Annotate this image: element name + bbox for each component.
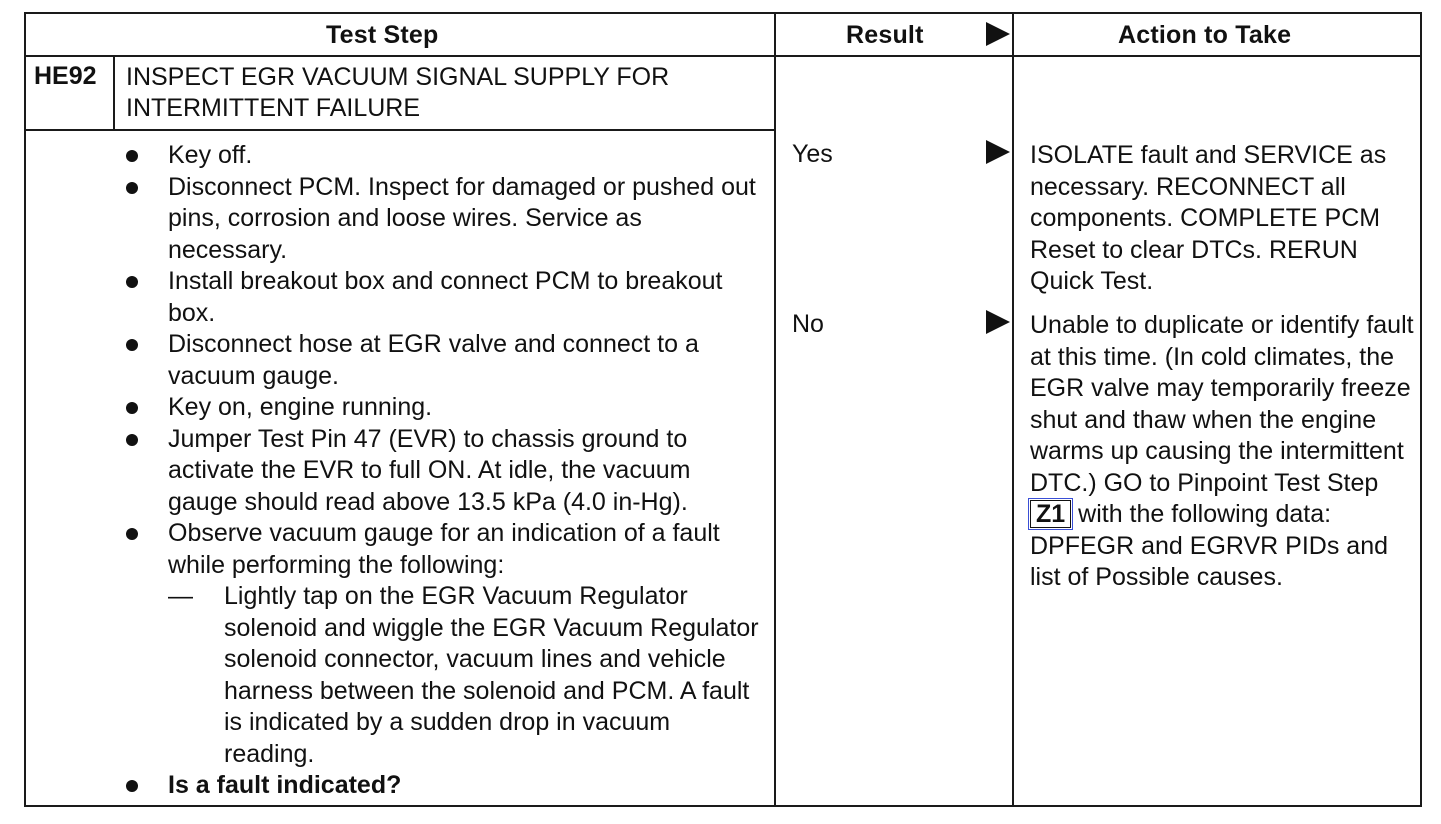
result-yes: Yes	[792, 140, 833, 168]
result-no: No	[792, 310, 824, 338]
table-border-left	[24, 12, 26, 807]
procedure-item: Install breakout box and connect PCM to breakout box.	[126, 266, 766, 329]
question-item: Is a fault indicated?	[126, 770, 766, 802]
action-no	[1030, 310, 1422, 594]
step-id: HE92	[34, 62, 97, 90]
procedure-item-text: Observe vacuum gauge for an indication of a fault while performing the following:	[168, 519, 720, 579]
procedure-item: Disconnect PCM. Inspect for damaged or pushed out pins, corrosion and loose wires. Service as necessary.	[126, 172, 766, 267]
procedure-list	[126, 140, 766, 802]
procedure-item: Key on, engine running.	[126, 392, 766, 424]
action-no-text: Unable to duplicate or identify fault at this time. (In cold climates, the EGR valve may temporarily freeze shut and thaw when the engine warms up causing the intermittent DTC.) GO to Pinpoint Test Step	[1030, 311, 1414, 497]
table-border-bottom	[24, 805, 1422, 807]
header-arrow-icon	[986, 22, 1010, 46]
step-title: INSPECT EGR VACUUM SIGNAL SUPPLY FOR INTERMITTENT FAILURE	[126, 63, 670, 122]
step-id-divider	[113, 55, 115, 130]
sub-procedure-item: — Lightly tap on the EGR Vacuum Regulator solenoid and wiggle the EGR Vacuum Regulator solenoid connector, vacuum lines and vehicle harness between the solenoid and PCM. A fault is indicated by a sudden drop in vacuum reading.	[168, 581, 766, 770]
column-divider-result	[774, 12, 776, 807]
pinpoint-step-link[interactable]: Z1	[1030, 500, 1071, 528]
header-action: Action to Take	[1118, 20, 1292, 49]
procedure-item: Disconnect hose at EGR valve and connect to a vacuum gauge.	[126, 329, 766, 392]
step-title-divider	[24, 129, 776, 131]
header-result: Result	[846, 20, 924, 49]
header-test-step: Test Step	[326, 20, 439, 49]
procedure-item: Jumper Test Pin 47 (EVR) to chassis ground to activate the EVR to full ON. At idle, the vacuum gauge should read above 13.5 kPa (4.0 in-Hg).	[126, 424, 766, 519]
result-no-arrow-icon	[986, 310, 1010, 334]
procedure-item: Key off.	[126, 140, 766, 172]
action-no-text-cont: with the following data: DPFEGR and EGRVR PIDs and list of Possible causes.	[1030, 500, 1389, 591]
action-yes: ISOLATE fault and SERVICE as necessary. RECONNECT all components. COMPLETE PCM Reset to clear DTCs. RERUN Quick Test.	[1030, 141, 1387, 295]
result-yes-arrow-icon	[986, 140, 1010, 164]
procedure-item	[126, 518, 766, 770]
column-divider-action	[1012, 12, 1014, 807]
sub-procedure-list	[168, 581, 766, 770]
